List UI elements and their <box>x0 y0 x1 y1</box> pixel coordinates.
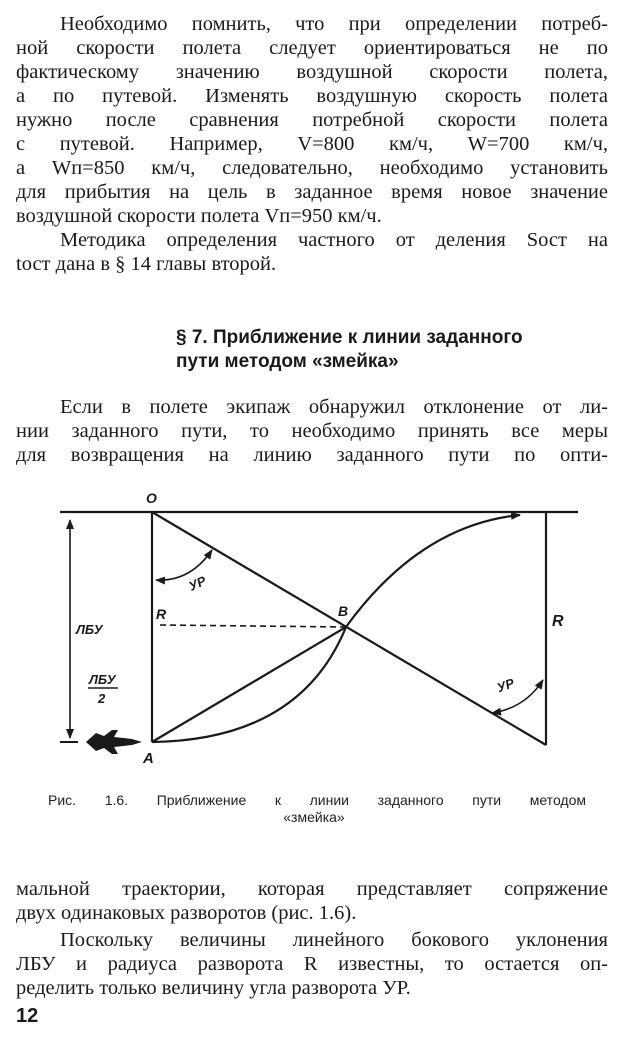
turn-arc-second <box>346 515 520 627</box>
text-line: ной скорости полета следует ориентироваться не по <box>16 37 608 59</box>
text-line: а Wп=850 км/ч, следовательно, необходимо установить <box>16 157 608 179</box>
text-line: нии заданного пути, то необходимо принять все меры <box>16 420 608 442</box>
text-line: фактическому значению воздушной скорости полета, <box>16 61 608 83</box>
label-LBU-half-denominator: 2 <box>98 691 106 706</box>
text-line: tост дана в § 14 главы второй. <box>16 253 277 275</box>
text-line: ределить только величину угла разворота УР. <box>16 977 411 999</box>
text-line: для прибытия на цель в заданное время новое значение <box>16 181 608 203</box>
caption-line: «змейка» <box>283 809 345 825</box>
text-line: для возвращения на линию заданного пути по опти- <box>16 444 608 466</box>
diagram-svg <box>0 480 628 780</box>
text-line: а по путевой. Изменять воздушную скорость полета <box>16 85 608 107</box>
text-line: Необходимо помнить, что при определении потреб- <box>60 13 608 35</box>
label-R-left: R <box>156 606 167 622</box>
angle-arc-top <box>156 550 212 580</box>
text-line: с путевой. Например, V=800 км/ч, W=700 км/ч, <box>16 133 608 155</box>
jet-aircraft-icon <box>86 730 142 754</box>
text-line: Поскольку величины линейного бокового уклонения <box>60 929 608 951</box>
page-number: 12 <box>16 1005 39 1027</box>
text-line: двух одинаковых разворотов (рис. 1.6). <box>16 902 357 924</box>
text-line: ЛБУ и радиуса разворота R известны, то остается оп- <box>16 953 608 975</box>
text-line: мальной траектории, которая представляет сопряжение <box>16 878 608 900</box>
section-heading-line: пути методом «змейка» <box>176 351 399 372</box>
diagonal-O-B <box>152 512 546 745</box>
caption-line: Рис. 1.6. Приближение к линии заданного пути методом <box>48 792 586 808</box>
text-line: Если в полете экипаж обнаружил отклонение от ли- <box>60 396 608 418</box>
text-line: нужно после сравнения потребной скорости полета <box>16 109 608 131</box>
text-line: воздушной скорости полета Vп=950 км/ч. <box>16 205 382 227</box>
radius-dashed-line <box>160 625 346 627</box>
text-line: Методика определения частного от деления Sост на <box>60 229 608 251</box>
label-B: B <box>338 603 349 619</box>
label-O: O <box>146 490 157 506</box>
figure-snake-method <box>0 480 628 780</box>
label-UR-top: УР <box>186 572 209 594</box>
label-UR-bottom: УР <box>494 675 517 696</box>
label-LBU-half-numerator: ЛБУ <box>89 672 116 687</box>
label-A: A <box>143 750 154 767</box>
section-heading-line: § 7. Приближение к линии заданного <box>176 327 523 348</box>
label-LBU: ЛБУ <box>76 622 103 637</box>
label-R-right: R <box>552 613 564 630</box>
